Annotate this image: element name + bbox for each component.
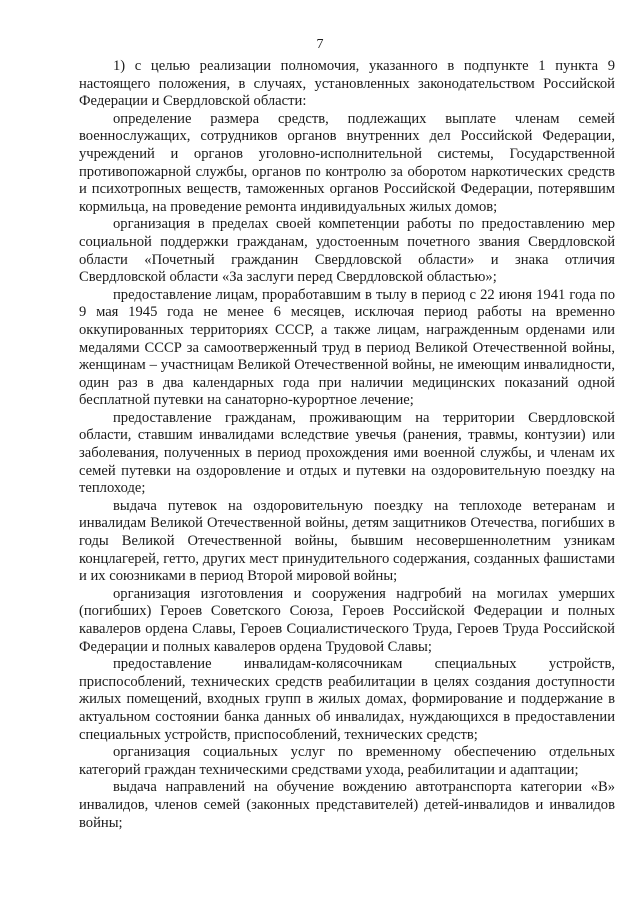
paragraph-1-intro: 1) с целью реализации полномочия, указанного в подпункте 1 пункта 9 настоящего положения, в случаях, установленных законодательством Российской Федерации и Свердловской области:: [79, 58, 615, 110]
paragraph-disabled-servicemen-vouchers: предоставление гражданам, проживающим на территории Свердловской области, ставшим инвалидами вследствие увечья (ранения, травмы, контузии) или заболевания, полученных в период прохождения ими военной службы, и членам их семей путевки на оздоровление и отдых и путевки на оздоровительную поездку на теплоходе;: [79, 409, 615, 497]
document-body: [79, 58, 615, 832]
paragraph-technical-aids: организация социальных услуг по временному обеспечению отдельных категорий граждан техническими средствами ухода, реабилитации и адаптации;: [79, 744, 615, 778]
paragraph-honorary-citizen-support: организация в пределах своей компетенции работы по предоставлению мер социальной поддержки гражданам, удостоенным почетного звания Свердловской области «Почетный гражданин Свердловской области» и знака отличия Свердловской области «За заслуги перед Свердловской областью»;: [79, 216, 615, 286]
paragraph-steamship-trip-vouchers: выдача путевок на оздоровительную поездку на теплоходе ветеранам и инвалидам Великой Отечественной войны, детям защитников Отечества, погибших в годы Великой Отечественной войны, бывшим несовершеннолетним узникам концлагерей, гетто, других мест принудительного содержания, созданных фашистами и их союзниками в период Второй мировой войны;: [79, 497, 615, 585]
paragraph-wheelchair-devices: предоставление инвалидам-колясочникам специальных устройств, приспособлений, технических средств реабилитации в целях создания доступности жилых помещений, входных групп в жилых домах, формирование и поддержание в актуальном состоянии банка данных об инвалидах, нуждающихся в предоставлении специальных устройств, приспособлений, технических средств;: [79, 656, 615, 743]
paragraph-driving-training: выдача направлений на обучение вождению автотранспорта категории «В» инвалидов, членов семей (законных представителей) детей-инвалидов и инвалидов войны;: [79, 779, 615, 831]
page-number: 7: [316, 37, 324, 52]
paragraph-repair-payments: определение размера средств, подлежащих выплате членам семей военнослужащих, сотрудников органов внутренних дел Российской Федерации, учреждений и органов уголовно-исполнительной системы, Государственной противопожарной службы, органов по контролю за оборотом наркотических средств и психотропных веществ, таможенных органов Российской Федерации, потерявшим кормильца, на проведение ремонта индивидуальных жилых домов;: [79, 110, 615, 215]
paragraph-tombstones: организация изготовления и сооружения надгробий на могилах умерших (погибших) Героев Советского Союза, Героев Российской Федерации и полных кавалеров ордена Славы, Героев Социалистического Труда, Героев Труда Российской Федерации и полных кавалеров ордена Трудовой Славы;: [79, 585, 615, 655]
paragraph-sanatorium-voucher: предоставление лицам, проработавшим в тылу в период с 22 июня 1941 года по 9 мая 1945 года не менее 6 месяцев, исключая период работы на временно оккупированных территориях СССР, а также лицам, награжденным орденами или медалями СССР за самоотверженный труд в период Великой Отечественной войны, женщинам – участницам Великой Отечественной войны, не имеющим инвалидности, один раз в два календарных года при наличии медицинских показаний одной бесплатной путевки на санаторно-курортное лечение;: [79, 286, 615, 409]
